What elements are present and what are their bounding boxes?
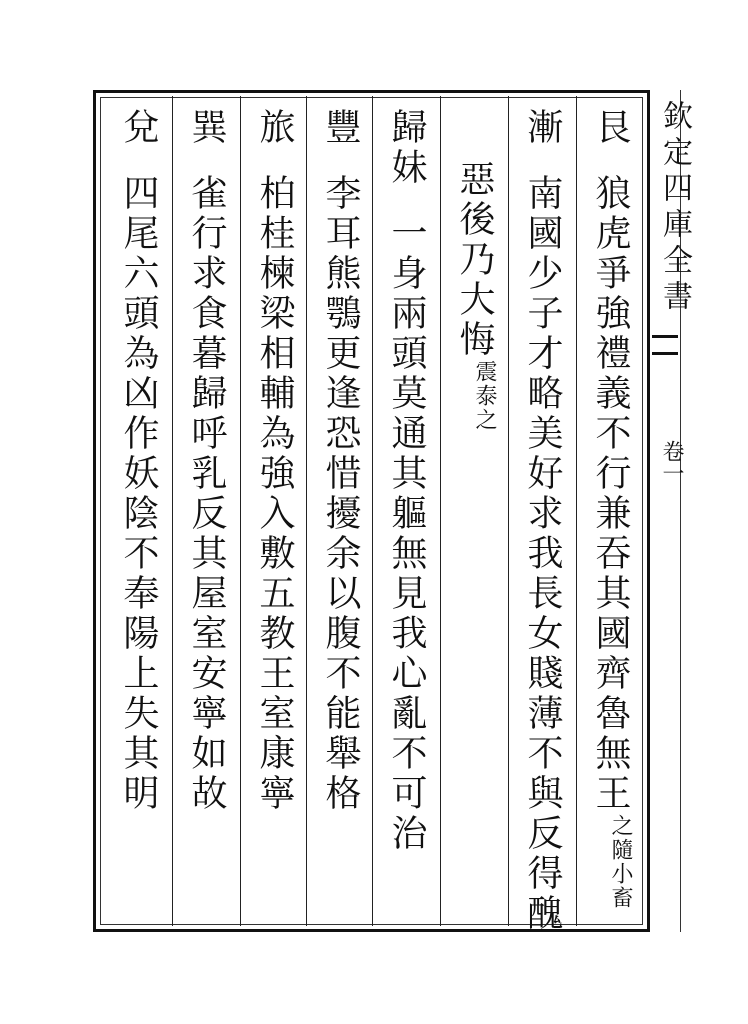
annotation [608,814,632,910]
hexagram-name: 旅 [254,108,295,148]
text-column-xun [184,108,228,814]
annotation-right: 泰之 [472,384,497,432]
hexagram-name: 歸妹 [386,108,427,188]
annotation-left: 震 [472,360,497,384]
hexagram-name: 艮 [590,108,631,148]
text-column-dui [116,108,160,814]
volume-number: 卷一 [659,440,684,484]
column-divider [172,96,173,926]
text-column-jian [520,108,564,934]
text-column-lv [252,108,296,814]
column-divider [576,96,577,926]
hexagram-name: 巽 [186,108,227,148]
verse-text: 四尾六頭為凶作妖陰不奉陽上失其明 [118,174,159,814]
annotation-left: 之隨 [608,814,633,862]
annotation-right: 小畜 [608,862,633,910]
column-divider [306,96,307,926]
hexagram-name: 漸 [522,108,563,148]
annotation [472,360,496,432]
verse-text: 惡後乃大悔 [454,160,495,360]
column-divider [240,96,241,926]
text-column-continuation [452,160,496,432]
text-column-feng [318,108,362,814]
verse-text: 柏桂楝梁相輔為強入敷五教王室康寧 [254,174,295,814]
hexagram-name: 兌 [118,108,159,148]
verse-text: 狼虎爭強禮義不行兼吞其國齊魯無王 [590,174,631,814]
verse-text: 雀行求食暮歸呼乳反其屋室安寧如故 [186,174,227,814]
book-title: 欽定四庫全書 [657,100,692,316]
verse-text: 南國少子才略美好求我長女賤薄不與反得醜 [522,174,563,934]
text-column-gen [588,108,632,910]
column-divider [508,96,509,926]
column-divider [440,96,441,926]
hexagram-name: 豐 [320,108,361,148]
fish-tail-mark [652,335,678,355]
verse-text: 李耳熊鶚更逢恐惜擾余以腹不能舉格 [320,174,361,814]
text-column-guimei [384,108,428,854]
column-divider [372,96,373,926]
verse-text: 一身兩頭莫通其軀無見我心亂不可治 [386,214,427,854]
